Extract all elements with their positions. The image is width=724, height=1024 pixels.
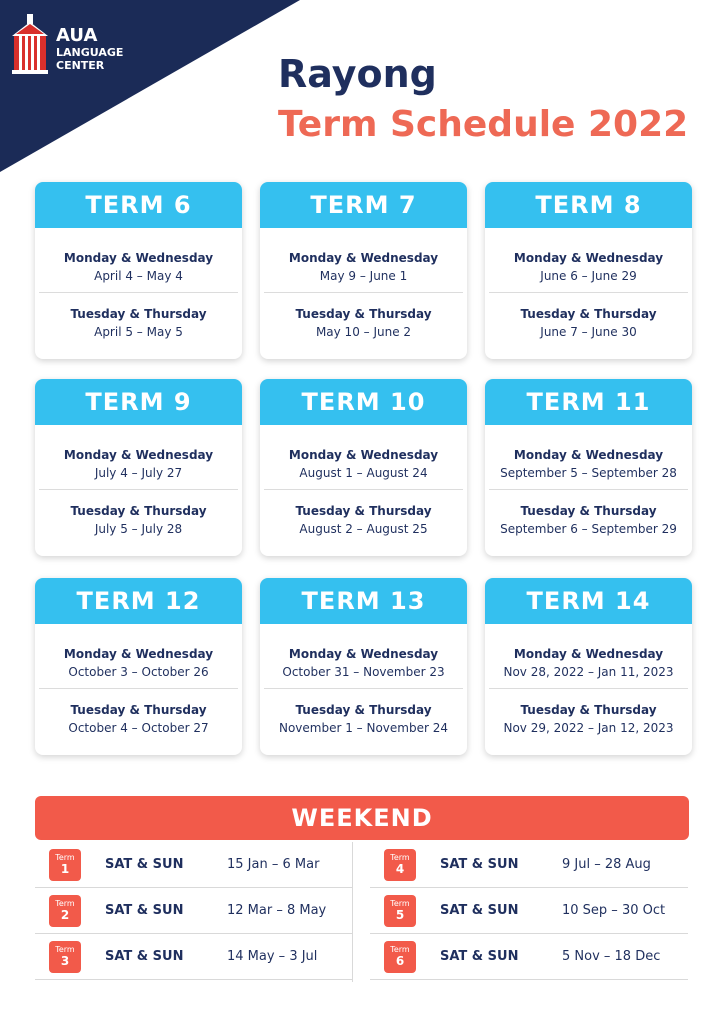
term-badge: [384, 849, 416, 881]
term-range-1: August 1 – August 24: [299, 466, 428, 480]
weekend-row: [370, 934, 688, 980]
weekend-days: SAT & SUN: [440, 857, 519, 872]
term-days-2: Tuesday & Thursday: [295, 504, 432, 518]
aua-logo: [10, 12, 123, 76]
term-card: [35, 578, 242, 755]
weekend-dates: 5 Nov – 18 Dec: [562, 949, 661, 964]
term-badge-label: Term: [55, 853, 75, 862]
term-title: TERM 7: [260, 182, 467, 228]
term-range-1: September 5 – September 28: [500, 466, 677, 480]
term-range-2: November 1 – November 24: [278, 721, 448, 735]
weekend-dates: 12 Mar – 8 May: [227, 903, 327, 918]
term-title: TERM 8: [485, 182, 692, 228]
term-badge-number: 1: [60, 862, 70, 876]
term-title: TERM 12: [35, 578, 242, 624]
weekend-days: SAT & SUN: [105, 857, 184, 872]
term-card: [485, 578, 692, 755]
term-days-1: Monday & Wednesday: [288, 251, 439, 265]
term-badge: [384, 895, 416, 927]
term-range-1: Nov 28, 2022 – Jan 11, 2023: [503, 665, 674, 679]
divider: [39, 292, 238, 293]
term-days-1: Monday & Wednesday: [513, 647, 664, 661]
weekend-dates: 15 Jan – 6 Mar: [227, 857, 320, 872]
term-title: TERM 11: [485, 379, 692, 425]
weekend-dates: 10 Sep – 30 Oct: [562, 903, 666, 918]
term-range-2: May 10 – June 2: [315, 325, 412, 339]
term-days-1: Monday & Wednesday: [288, 448, 439, 462]
weekend-row: [35, 842, 353, 888]
term-card: [485, 182, 692, 359]
term-title: TERM 10: [260, 379, 467, 425]
term-range-2: June 7 – June 30: [540, 325, 637, 339]
weekend-days: SAT & SUN: [105, 903, 184, 918]
weekend-days: SAT & SUN: [440, 903, 519, 918]
weekend-dates: 14 May – 3 Jul: [227, 949, 318, 964]
weekend-days: SAT & SUN: [440, 949, 519, 964]
term-card: [35, 379, 242, 556]
logo-line2: CENTER: [56, 59, 105, 72]
term-days-2: Tuesday & Thursday: [295, 703, 432, 717]
term-days-2: Tuesday & Thursday: [520, 703, 657, 717]
term-badge: [49, 895, 81, 927]
term-days-2: Tuesday & Thursday: [295, 307, 432, 321]
term-range-1: April 4 – May 4: [94, 269, 183, 283]
term-range-2: April 5 – May 5: [94, 325, 183, 339]
term-days-1: Monday & Wednesday: [513, 251, 664, 265]
term-badge-label: Term: [55, 899, 75, 908]
divider: [489, 688, 688, 689]
term-range-1: July 4 – July 27: [94, 466, 183, 480]
divider: [264, 292, 463, 293]
term-badge-number: 6: [395, 954, 405, 968]
term-badge-label: Term: [390, 899, 410, 908]
divider: [39, 688, 238, 689]
divider: [489, 292, 688, 293]
term-badge-label: Term: [390, 945, 410, 954]
term-badge-number: 2: [60, 908, 70, 922]
divider: [489, 489, 688, 490]
term-title: TERM 6: [35, 182, 242, 228]
term-range-1: October 3 – October 26: [68, 665, 209, 679]
term-badge-number: 4: [395, 862, 405, 876]
term-title: TERM 9: [35, 379, 242, 425]
term-range-2: Nov 29, 2022 – Jan 12, 2023: [503, 721, 674, 735]
term-card: [485, 379, 692, 556]
term-range-1: May 9 – June 1: [319, 269, 408, 283]
term-card: [260, 578, 467, 755]
term-range-2: July 5 – July 28: [94, 522, 183, 536]
term-title: TERM 13: [260, 578, 467, 624]
term-card: [35, 182, 242, 359]
weekend-row: [35, 888, 353, 934]
term-badge: [49, 941, 81, 973]
term-badge: [384, 941, 416, 973]
term-range-2: October 4 – October 27: [68, 721, 209, 735]
term-card: [260, 379, 467, 556]
term-range-1: October 31 – November 23: [282, 665, 445, 679]
term-range-2: August 2 – August 25: [299, 522, 428, 536]
term-range-1: June 6 – June 29: [540, 269, 637, 283]
weekend-row: [370, 888, 688, 934]
term-days-2: Tuesday & Thursday: [70, 703, 207, 717]
term-days-1: Monday & Wednesday: [513, 448, 664, 462]
term-days-1: Monday & Wednesday: [63, 647, 214, 661]
weekend-row: [35, 934, 353, 980]
weekend-row: [370, 842, 688, 888]
term-range-2: September 6 – September 29: [500, 522, 677, 536]
term-card: [260, 182, 467, 359]
logo-line1: LANGUAGE: [56, 46, 124, 59]
term-days-2: Tuesday & Thursday: [70, 504, 207, 518]
term-days-2: Tuesday & Thursday: [520, 504, 657, 518]
divider: [264, 489, 463, 490]
term-badge-number: 5: [395, 908, 405, 922]
logo-name: AUA: [56, 25, 98, 46]
weekend-dates: 9 Jul – 28 Aug: [562, 857, 651, 872]
term-days-2: Tuesday & Thursday: [520, 307, 657, 321]
term-days-2: Tuesday & Thursday: [70, 307, 207, 321]
weekend-title: WEEKEND: [35, 796, 689, 840]
term-badge-label: Term: [55, 945, 75, 954]
term-days-1: Monday & Wednesday: [63, 251, 214, 265]
term-title: TERM 14: [485, 578, 692, 624]
term-days-1: Monday & Wednesday: [63, 448, 214, 462]
term-badge-label: Term: [390, 853, 410, 862]
pillar-logo-icon: [10, 12, 50, 76]
term-days-1: Monday & Wednesday: [288, 647, 439, 661]
divider: [264, 688, 463, 689]
weekend-days: SAT & SUN: [105, 949, 184, 964]
page-title: Rayong: [278, 52, 437, 96]
term-badge: [49, 849, 81, 881]
page-subtitle: Term Schedule 2022: [278, 104, 689, 145]
divider: [39, 489, 238, 490]
term-badge-number: 3: [60, 954, 70, 968]
